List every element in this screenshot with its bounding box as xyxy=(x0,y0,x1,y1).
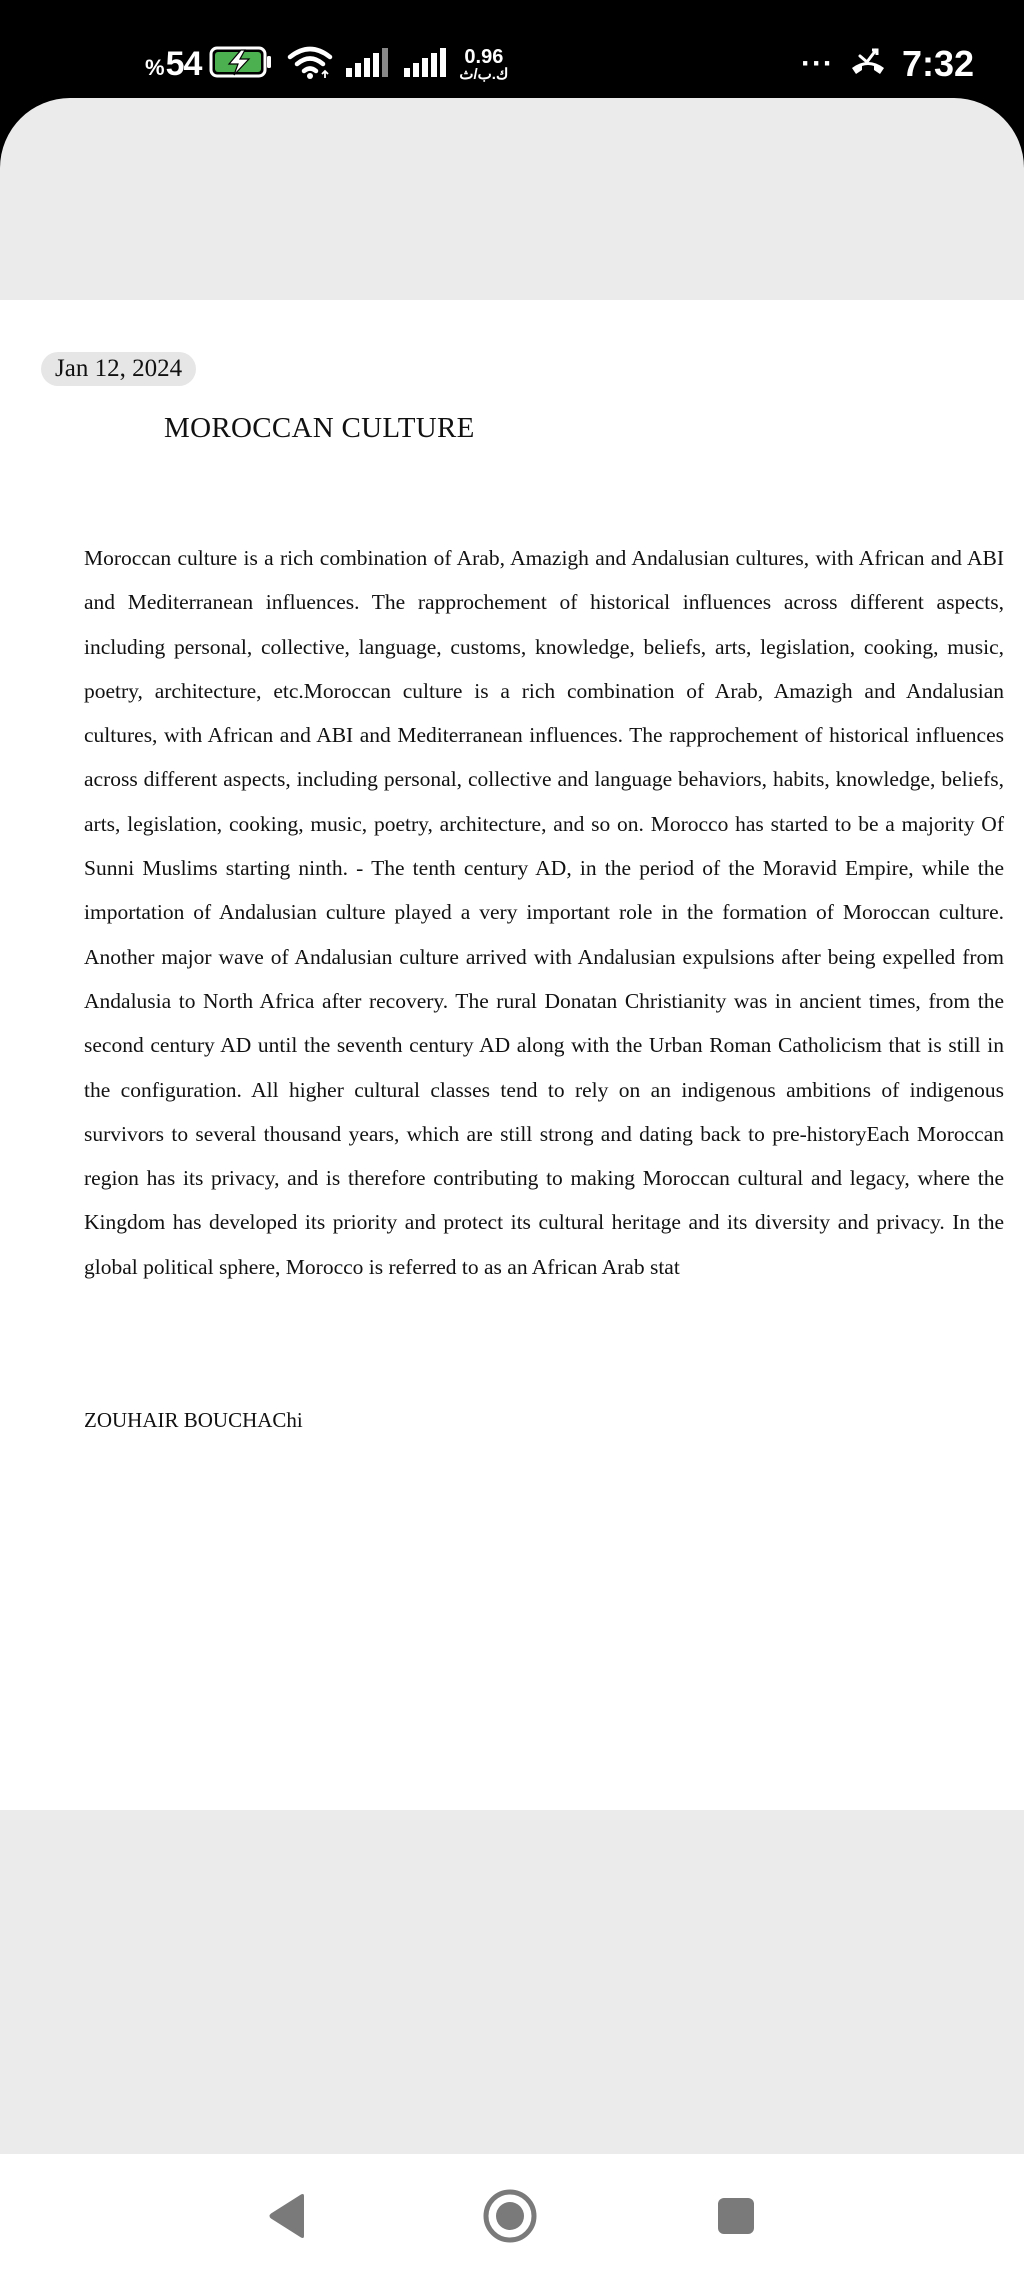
cellular-signal-icon xyxy=(345,46,391,83)
article-body: Moroccan culture is a rich combination of Arab, Amazigh and Andalusian cultures, with African and ABI and Mediterranean influences. The rapprochement of historical influences across different aspects, including personal, collective, language, customs, knowledge, beliefs, arts, legislation, cooking, music, poetry, architecture, etc.Moroccan culture is a rich combination of Arab, Amazigh and Andalusian cultures, with African and ABI and Mediterranean influences. The rapprochement of historical influences across different aspects, including personal, collective and language behaviors, habits, knowledge, beliefs, arts, legislation, cooking, music, poetry, architecture, and so on. Morocco has started to be a majority Of Sunni Muslims starting ninth. - The tenth century AD, in the period of the Moravid Empire, while the importation of Andalusian culture played a very important role in the formation of Moroccan culture. Another major wave of Andalusian culture arrived with Andalusian expulsions after being expelled from Andalusia to North Africa after recovery. The rural Donatan Christianity was in ancient times, from the second century AD until the seventh century AD along with the Urban Roman Catholicism that is still in the configuration. All higher cultural classes tend to rely on an indigenous ambitions of indigenous survivors to several thousand years, which are still strong and dating back to pre-historyEach Moroccan region has its privacy, and is therefore contributing to making Moroccan cultural and legacy, where the Kingdom has developed its priority and protect its cultural heritage and its diversity and privacy. In the global political sphere, Morocco is referred to as an African Arab stat xyxy=(84,546,1004,1279)
nav-back-button[interactable] xyxy=(256,2184,320,2248)
article-author: ZOUHAIR BOUCHAChi xyxy=(84,1408,303,1432)
recents-square-icon xyxy=(716,2196,756,2236)
nav-recents-button[interactable] xyxy=(704,2184,768,2248)
navigation-bar xyxy=(0,2154,1024,2276)
back-triangle-icon xyxy=(266,2192,310,2240)
article-date: Jan 12, 2024 xyxy=(41,352,196,386)
status-right-group xyxy=(801,40,974,88)
home-circle-icon xyxy=(482,2188,538,2244)
bottom-panel xyxy=(0,1810,1024,2154)
network-speed xyxy=(459,47,508,82)
nav-home-button[interactable] xyxy=(478,2184,542,2248)
clock: 7:32 xyxy=(901,43,974,84)
wifi-icon xyxy=(287,45,333,84)
percent-sign: % xyxy=(145,54,164,80)
battery-percentage-value: 54 xyxy=(165,44,202,83)
call-forwarding-icon xyxy=(850,46,886,83)
app-header xyxy=(0,98,1024,300)
network-speed-value: 0.96 xyxy=(464,45,504,68)
article-title: MOROCCAN CULTURE xyxy=(164,412,475,444)
article-content[interactable] xyxy=(0,300,1024,1810)
battery-charging-icon xyxy=(209,46,273,83)
network-speed-unit: ك.ب/ث xyxy=(459,65,509,83)
more-notifications-icon: ··· xyxy=(800,47,834,80)
cellular-signal-icon-2 xyxy=(403,46,449,83)
status-left-group xyxy=(145,44,508,84)
battery-percentage xyxy=(145,45,201,84)
